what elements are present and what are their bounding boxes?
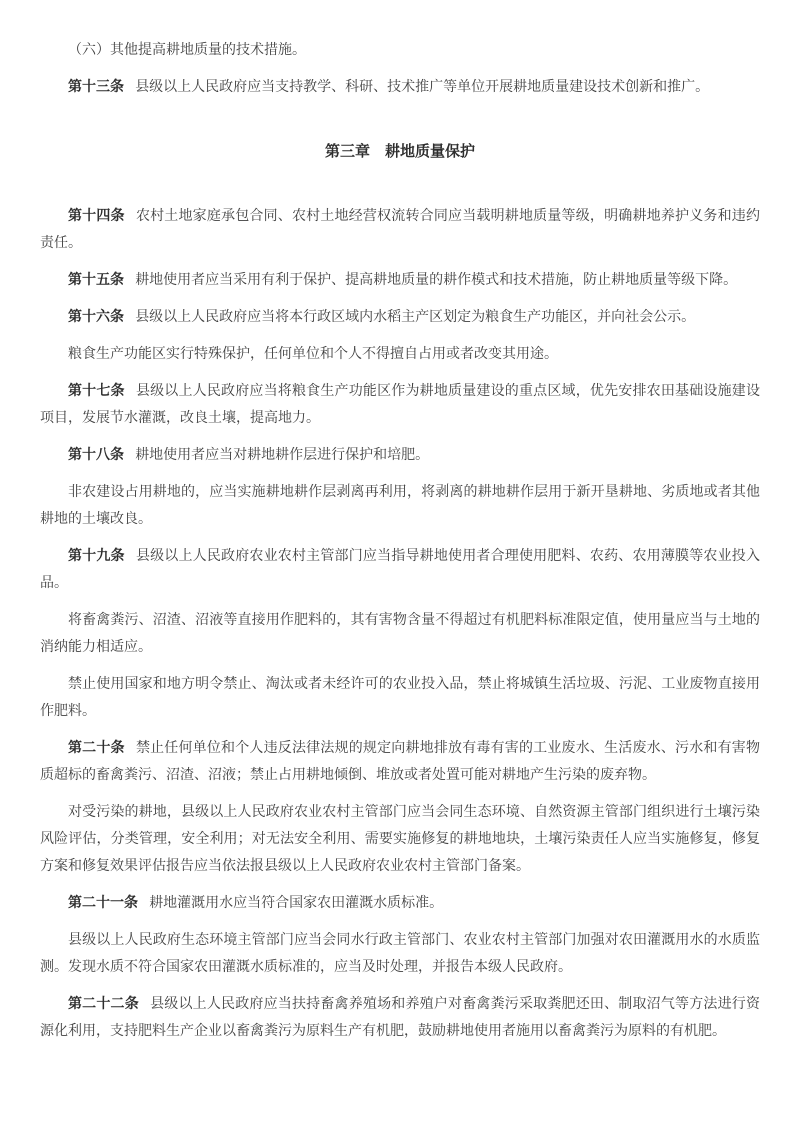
paragraph-text: 粮食生产功能区实行特殊保护，任何单位和个人不得擅自占用或者改变其用途。 <box>68 345 558 361</box>
paragraph-text: 耕地使用者应当采用有利于保护、提高耕地质量的耕作模式和技术措施，防止耕地质量等级下降。 <box>135 271 738 287</box>
paragraph-text: 耕地灌溉用水应当符合国家农田灌溉水质标准。 <box>149 894 444 910</box>
paragraph-body <box>40 606 760 660</box>
paragraph-text: 耕地使用者应当对耕地耕作层进行保护和培肥。 <box>135 446 430 462</box>
paragraph-text: 非农建设占用耕地的，应当实施耕地耕作层剥离再利用，将剥离的耕地耕作层用于新开垦耕地、劣质地或者其他耕地的土壤改良。 <box>40 483 760 526</box>
paragraph-article-16 <box>40 303 760 330</box>
paragraph-body <box>40 478 760 532</box>
article-number: 第十六条 <box>68 308 124 324</box>
article-number: 第十三条 <box>68 78 124 94</box>
article-number: 第十九条 <box>68 547 125 563</box>
paragraph-item-6 <box>40 36 760 63</box>
article-number: 第十七条 <box>68 382 125 398</box>
article-number: 第二十二条 <box>68 995 139 1011</box>
paragraph-text: 县级以上人民政府应当扶持畜禽养殖场和养殖户对畜禽粪污采取粪肥还田、制取沼气等方法进行资源化利用，支持肥料生产企业以畜禽粪污为原料生产有机肥，鼓励耕地使用者施用以畜禽粪污为原料的有机肥。 <box>40 995 760 1038</box>
paragraph-text: 禁止使用国家和地方明令禁止、淘汰或者未经许可的农业投入品，禁止将城镇生活垃圾、污泥、工业废物直接用作肥料。 <box>40 675 760 718</box>
paragraph-article-17 <box>40 377 760 431</box>
paragraph-body <box>40 670 760 724</box>
paragraph-article-19 <box>40 542 760 596</box>
paragraph-text: 农村土地家庭承包合同、农村土地经营权流转合同应当载明耕地质量等级，明确耕地养护义务和违约责任。 <box>40 207 760 250</box>
paragraph-article-21 <box>40 889 760 916</box>
paragraph-text: （六）其他提高耕地质量的技术措施。 <box>68 41 306 57</box>
paragraph-text: 将畜禽粪污、沼渣、沼液等直接用作肥料的，其有害物含量不得超过有机肥料标准限定值，使用量应当与土地的消纳能力相适应。 <box>40 611 760 654</box>
paragraph-article-14 <box>40 202 760 256</box>
paragraph-article-15 <box>40 266 760 293</box>
paragraph-text: 县级以上人民政府农业农村主管部门应当指导耕地使用者合理使用肥料、农药、农用薄膜等农业投入品。 <box>40 547 760 590</box>
paragraph-article-22 <box>40 990 760 1044</box>
article-number: 第二十一条 <box>68 894 138 910</box>
paragraph-body <box>40 340 760 367</box>
article-number: 第二十条 <box>68 739 125 755</box>
article-number: 第十八条 <box>68 446 124 462</box>
chapter-heading: 第三章 耕地质量保护 <box>324 143 475 160</box>
paragraph-text: 禁止任何单位和个人违反法律法规的规定向耕地排放有毒有害的工业废水、生活废水、污水和有害物质超标的畜禽粪污、沼渣、沼液；禁止占用耕地倾倒、堆放或者处置可能对耕地产生污染的废弃物。 <box>40 739 760 782</box>
article-number: 第十五条 <box>68 271 124 287</box>
paragraph-article-13 <box>40 73 760 100</box>
paragraph-text: 县级以上人民政府应当将本行政区域内水稻主产区划定为粮食生产功能区，并向社会公示。 <box>135 308 696 324</box>
paragraph-text: 对受污染的耕地，县级以上人民政府农业农村主管部门应当会同生态环境、自然资源主管部门组织进行土壤污染风险评估，分类管理，安全利用；对无法安全利用、需要实施修复的耕地地块，土壤污染责任人应当实施修复，修复方案和修复效果评估报告应当依法报县级以上人民政府农业农村主管部门备案。 <box>40 803 760 873</box>
paragraph-article-20 <box>40 734 760 788</box>
article-number: 第十四条 <box>68 207 125 223</box>
paragraph-text: 县级以上人民政府应当支持教学、科研、技术推广等单位开展耕地质量建设技术创新和推广。 <box>135 78 710 94</box>
paragraph-body <box>40 798 760 879</box>
paragraph-text: 县级以上人民政府应当将粮食生产功能区作为耕地质量建设的重点区域，优先安排农田基础设施建设项目，发展节水灌溉，改良土壤，提高地力。 <box>40 382 760 425</box>
paragraph-article-18 <box>40 441 760 468</box>
paragraph-text: 县级以上人民政府生态环境主管部门应当会同水行政主管部门、农业农村主管部门加强对农田灌溉用水的水质监测。发现水质不符合国家农田灌溉水质标准的，应当及时处理，并报告本级人民政府。 <box>40 931 760 974</box>
paragraph-body <box>40 926 760 980</box>
